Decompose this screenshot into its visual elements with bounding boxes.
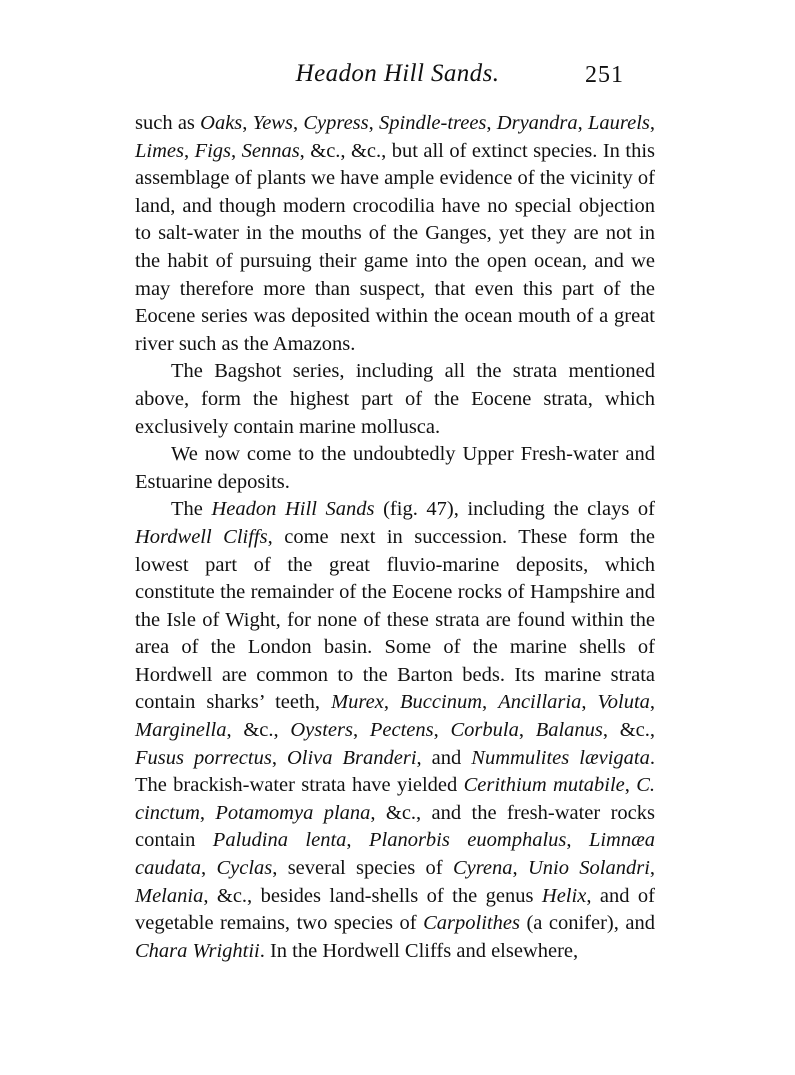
- text-run: ,: [368, 112, 379, 134]
- italic-term: Chara Wrightii: [135, 939, 260, 962]
- italic-term: Sennas: [241, 139, 300, 162]
- italic-term: Murex: [331, 691, 384, 714]
- paragraph-4: [135, 496, 655, 965]
- italic-term: Cerithium mutabile: [463, 774, 625, 797]
- text-run: ,: [383, 691, 401, 714]
- italic-term: Pectens: [369, 719, 434, 742]
- italic-term: Corbula: [450, 719, 519, 742]
- page-number: 251: [585, 62, 624, 88]
- italic-term: Yews: [252, 112, 293, 134]
- text-run: , and of vegetable remains, two species of: [135, 884, 655, 935]
- text-run: ,: [292, 112, 304, 134]
- text-run: The: [171, 498, 212, 521]
- text-run: ,: [577, 112, 589, 134]
- paragraph-1: [135, 110, 655, 358]
- body-text: [135, 110, 655, 965]
- paragraph-3: [135, 441, 655, 496]
- text-run: ,: [624, 774, 637, 797]
- italic-term: Cyclas: [216, 857, 273, 880]
- text-run: (a conifer), and: [519, 912, 655, 935]
- text-run: . In the Hordwell Cliffs and elsewhere,: [259, 939, 579, 962]
- italic-term: Melania: [135, 884, 204, 907]
- text-run: ,: [649, 691, 656, 714]
- text-run: ,: [353, 719, 370, 742]
- italic-term: Oysters: [290, 719, 353, 742]
- text-run: ,: [201, 857, 217, 880]
- italic-term: Spindle-trees: [379, 112, 487, 134]
- italic-term: Carpolithes: [423, 912, 520, 935]
- italic-term: Buccinum: [400, 691, 483, 714]
- italic-term: Marginella: [135, 719, 227, 742]
- italic-term: Limnæa caudata: [135, 829, 656, 880]
- text-run: (fig. 47), including the clays of: [374, 498, 655, 521]
- italic-term: Voluta: [597, 691, 650, 714]
- text-run: , &c., and the fresh-water rocks contain: [135, 801, 655, 852]
- italic-term: Cypress: [303, 112, 369, 134]
- text-run: ,: [518, 719, 536, 742]
- text-run: ,: [649, 112, 656, 134]
- italic-term: Headon Hill Sands: [211, 498, 375, 521]
- italic-term: Laurels: [588, 112, 650, 134]
- italic-term: C. cinctum: [135, 774, 655, 824]
- text-run: , &c., besides land-shells of the genus: [203, 884, 542, 907]
- italic-term: Unio Solandri: [527, 857, 650, 880]
- text-run: ,: [482, 691, 499, 714]
- text-run: , &c., &c., but all of extinct species. In this assemblage of plants we have ample evidence of the vicinity of land, and though modern crocodilia have no special objection to salt-water in the mouths of the Ganges, yet they are not in the habit of pursuing their game into the open ocean, and we may therefore more than suspect, that even this part of the Eocene series was deposited within the ocean mouth of a great river such as the Amazons.: [135, 139, 656, 355]
- text-run: ,: [271, 746, 287, 769]
- text-run: ,: [512, 857, 528, 880]
- italic-term: Cyrena: [452, 857, 513, 880]
- text-run: such as: [135, 112, 201, 134]
- paragraph-2: [135, 358, 655, 441]
- text-run: ,: [346, 829, 369, 852]
- italic-term: Figs: [194, 139, 232, 162]
- text-run: , &c.,: [602, 719, 656, 742]
- text-run: ,: [649, 857, 656, 880]
- italic-term: Potamomya plana: [215, 801, 371, 824]
- italic-term: Planorbis euomphalus: [368, 829, 567, 852]
- italic-term: Helix: [541, 884, 587, 907]
- text-run: ,: [581, 691, 598, 714]
- text-run: ,: [242, 112, 253, 134]
- italic-term: Dryandra: [496, 112, 578, 134]
- text-run: , come next in succession. These form the lowest part of the great fluvio-marine deposits, which constitute the remainder of the Eocene rocks of Hampshire and the Isle of Wight, for none of these strata are found within the area of the London basin. Some of the marine shells of Hordwell are common to the Barton beds. Its marine strata contain sharks’ teeth,: [135, 525, 656, 714]
- italic-term: Hordwell Cliffs: [135, 525, 268, 548]
- italic-term: Balanus: [535, 719, 603, 742]
- text-run: The Bagshot series, including all the strata mentioned above, form the highest part of the Eocene strata, which exclusively contain marine mollusca.: [135, 360, 655, 438]
- text-run: . The brackish-water strata have yielded: [135, 746, 655, 797]
- italic-term: Limes: [135, 139, 184, 162]
- text-run: ,: [183, 139, 195, 162]
- text-run: ,: [486, 112, 497, 134]
- text-run: , several species of: [272, 857, 453, 880]
- text-run: ,: [566, 829, 589, 852]
- italic-term: Fusus porrectus: [135, 746, 272, 769]
- text-run: ,: [199, 801, 216, 824]
- running-title: Headon Hill Sands.: [295, 60, 500, 87]
- text-run: ,: [433, 719, 451, 742]
- text-run: , &c.,: [226, 719, 291, 742]
- text-run: , and: [416, 746, 472, 769]
- italic-term: Paludina lenta: [212, 829, 347, 852]
- italic-term: Oaks: [200, 112, 243, 134]
- italic-term: Oliva Branderi: [286, 746, 417, 769]
- italic-term: Ancillaria: [498, 691, 582, 714]
- text-run: We now come to the undoubtedly Upper Fresh-water and Estuarine deposits.: [135, 443, 655, 493]
- italic-term: Nummulites lævigata: [471, 746, 650, 769]
- text-run: ,: [231, 139, 242, 162]
